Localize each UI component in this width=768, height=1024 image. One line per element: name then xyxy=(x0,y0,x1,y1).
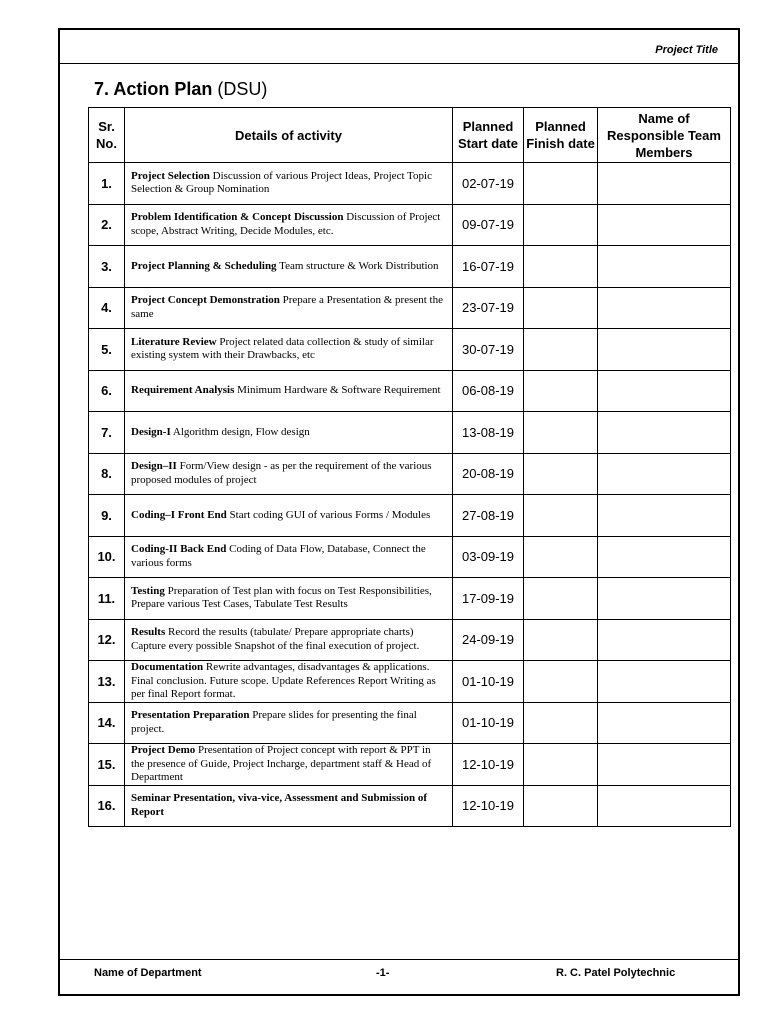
team-members-cell xyxy=(598,204,731,246)
team-members-cell xyxy=(598,329,731,371)
table-body xyxy=(89,163,731,827)
activity-title: Coding–I Front End xyxy=(131,508,227,521)
activity-details-cell xyxy=(125,163,453,205)
activity-details-cell xyxy=(125,453,453,495)
activity-title: Literature Review xyxy=(131,335,217,348)
planned-start-cell: 17-09-19 xyxy=(453,578,524,620)
header-project-title: Project Title xyxy=(655,44,718,56)
planned-finish-cell xyxy=(524,453,598,495)
team-members-cell xyxy=(598,785,731,827)
table-header-row xyxy=(89,108,731,163)
activity-title: Testing xyxy=(131,584,165,597)
activity-details-cell xyxy=(125,246,453,288)
section-heading-suffix: (DSU) xyxy=(212,79,268,99)
team-members-cell xyxy=(598,370,731,412)
activity-title: Results xyxy=(131,626,166,639)
team-members-cell xyxy=(598,287,731,329)
activity-details-cell xyxy=(125,412,453,454)
activity-title: Seminar Presentation, viva-vice, Assessment and Submission of Report xyxy=(131,792,428,818)
planned-start-cell: 20-08-19 xyxy=(453,453,524,495)
activity-description: Discussion of various Project Ideas, Project Topic Selection & Group Nomination xyxy=(131,169,432,196)
page-frame xyxy=(58,28,740,996)
planned-start-cell: 12-10-19 xyxy=(453,785,524,827)
planned-finish-cell xyxy=(524,744,598,786)
footer-page-number: -1- xyxy=(376,967,390,979)
table-row xyxy=(89,163,731,205)
activity-description: Coding of Data Flow, Database, Connect the various forms xyxy=(131,543,426,569)
team-members-cell xyxy=(598,453,731,495)
team-members-cell xyxy=(598,619,731,661)
sr-no-cell: 8. xyxy=(89,453,125,495)
activity-details-cell xyxy=(125,370,453,412)
activity-title: Design-I xyxy=(131,425,171,438)
activity-description: Rewrite advantages, disadvantages & applications. Final conclusion. Future scope. Update References Report Writing as per final Report format. xyxy=(131,661,436,700)
activity-details-cell xyxy=(125,287,453,329)
sr-no-cell: 12. xyxy=(89,619,125,661)
planned-finish-cell xyxy=(524,495,598,537)
activity-details-cell xyxy=(125,495,453,537)
sr-no-cell: 13. xyxy=(89,661,125,703)
planned-start-cell: 12-10-19 xyxy=(453,744,524,786)
sr-no-cell: 5. xyxy=(89,329,125,371)
table-row xyxy=(89,329,731,371)
activity-description: Form/View design - as per the requirement of the various proposed modules of project xyxy=(131,460,432,486)
activity-description: Start coding GUI of various Forms / Modules xyxy=(226,508,431,521)
action-plan-table xyxy=(88,107,731,827)
sr-no-cell: 7. xyxy=(89,412,125,454)
activity-details-cell xyxy=(125,744,453,786)
planned-start-cell: 01-10-19 xyxy=(453,702,524,744)
activity-details-cell xyxy=(125,661,453,703)
activity-description: Algorithm design, Flow design xyxy=(170,425,310,438)
activity-details-cell xyxy=(125,785,453,827)
activity-title: Coding-II Back End xyxy=(131,543,227,556)
planned-finish-cell xyxy=(524,661,598,703)
planned-start-cell: 06-08-19 xyxy=(453,370,524,412)
team-members-cell xyxy=(598,495,731,537)
planned-finish-cell xyxy=(524,578,598,620)
table-row xyxy=(89,287,731,329)
section-heading-number: 7. Action Plan xyxy=(94,79,213,99)
table-row xyxy=(89,578,731,620)
activity-description: Discussion of Project scope, Abstract Writing, Decide Modules, etc. xyxy=(131,211,441,237)
planned-finish-cell xyxy=(524,702,598,744)
activity-description: Prepare slides for presenting the final project. xyxy=(131,709,417,735)
sr-no-cell: 10. xyxy=(89,536,125,578)
table-row xyxy=(89,619,731,661)
table-row xyxy=(89,536,731,578)
table-row xyxy=(89,702,731,744)
activity-title: Project Concept Demonstration xyxy=(131,294,280,307)
activity-details-cell xyxy=(125,536,453,578)
activity-details-cell xyxy=(125,702,453,744)
table-row xyxy=(89,661,731,703)
planned-start-cell: 30-07-19 xyxy=(453,329,524,371)
activity-details-cell xyxy=(125,578,453,620)
team-members-cell xyxy=(598,163,731,205)
column-header-planned-finish: Planned Finish date xyxy=(524,108,598,163)
table-row xyxy=(89,744,731,786)
activity-description: Minimum Hardware & Software Requirement xyxy=(234,384,441,397)
planned-finish-cell xyxy=(524,246,598,288)
table-row xyxy=(89,453,731,495)
planned-finish-cell xyxy=(524,287,598,329)
team-members-cell xyxy=(598,246,731,288)
sr-no-cell: 4. xyxy=(89,287,125,329)
footer-divider xyxy=(60,959,738,960)
planned-finish-cell xyxy=(524,785,598,827)
sr-no-cell: 11. xyxy=(89,578,125,620)
planned-finish-cell xyxy=(524,370,598,412)
activity-title: Requirement Analysis xyxy=(131,384,235,397)
table-row xyxy=(89,246,731,288)
planned-start-cell: 02-07-19 xyxy=(453,163,524,205)
table-row xyxy=(89,412,731,454)
planned-start-cell: 27-08-19 xyxy=(453,495,524,537)
section-heading xyxy=(94,79,267,100)
table-row xyxy=(89,370,731,412)
sr-no-cell: 3. xyxy=(89,246,125,288)
activity-description: Prepare a Presentation & present the same xyxy=(131,294,443,320)
activity-description: Team structure & Work Distribution xyxy=(276,259,439,272)
activity-details-cell xyxy=(125,329,453,371)
planned-start-cell: 01-10-19 xyxy=(453,661,524,703)
table-row xyxy=(89,495,731,537)
column-header-details: Details of activity xyxy=(125,108,453,163)
activity-title: Project Demo xyxy=(131,744,196,757)
activity-details-cell xyxy=(125,619,453,661)
planned-finish-cell xyxy=(524,163,598,205)
activity-title: Project Selection xyxy=(131,169,210,182)
team-members-cell xyxy=(598,412,731,454)
sr-no-cell: 6. xyxy=(89,370,125,412)
planned-start-cell: 24-09-19 xyxy=(453,619,524,661)
header-divider xyxy=(60,63,738,64)
team-members-cell xyxy=(598,536,731,578)
column-header-sr-no: Sr. No. xyxy=(89,108,125,163)
planned-start-cell: 16-07-19 xyxy=(453,246,524,288)
planned-start-cell: 03-09-19 xyxy=(453,536,524,578)
sr-no-cell: 2. xyxy=(89,204,125,246)
planned-start-cell: 23-07-19 xyxy=(453,287,524,329)
planned-finish-cell xyxy=(524,412,598,454)
activity-title: Problem Identification & Concept Discussion xyxy=(131,211,344,224)
team-members-cell xyxy=(598,661,731,703)
activity-description: Presentation of Project concept with report & PPT in the presence of Guide, Project Incharge, department staff & Head of Department xyxy=(131,744,432,783)
activity-description: Project related data collection & study of similar existing system with their Drawbacks, etc xyxy=(131,335,434,362)
sr-no-cell: 14. xyxy=(89,702,125,744)
sr-no-cell: 1. xyxy=(89,163,125,205)
activity-title: Documentation xyxy=(131,661,204,674)
footer-department: Name of Department xyxy=(94,967,202,979)
activity-description: Record the results (tabulate/ Prepare appropriate charts) Capture every possible Snapshot of the final execution of project. xyxy=(131,626,420,652)
column-header-team-members: Name of Responsible Team Members xyxy=(598,108,731,163)
planned-finish-cell xyxy=(524,329,598,371)
activity-title: Project Planning & Scheduling xyxy=(131,259,277,272)
table-row xyxy=(89,785,731,827)
team-members-cell xyxy=(598,578,731,620)
table-row xyxy=(89,204,731,246)
sr-no-cell: 15. xyxy=(89,744,125,786)
activity-title: Presentation Preparation xyxy=(131,709,250,722)
column-header-planned-start: Planned Start date xyxy=(453,108,524,163)
planned-finish-cell xyxy=(524,536,598,578)
sr-no-cell: 16. xyxy=(89,785,125,827)
planned-finish-cell xyxy=(524,204,598,246)
team-members-cell xyxy=(598,702,731,744)
planned-start-cell: 13-08-19 xyxy=(453,412,524,454)
footer-institution: R. C. Patel Polytechnic xyxy=(556,967,676,979)
activity-details-cell xyxy=(125,204,453,246)
activity-description: Preparation of Test plan with focus on Test Responsibilities, Prepare various Test Cases, Tabulate Test Results xyxy=(131,584,432,611)
team-members-cell xyxy=(598,744,731,786)
activity-title: Design–II xyxy=(131,460,177,473)
sr-no-cell: 9. xyxy=(89,495,125,537)
planned-finish-cell xyxy=(524,619,598,661)
planned-start-cell: 09-07-19 xyxy=(453,204,524,246)
